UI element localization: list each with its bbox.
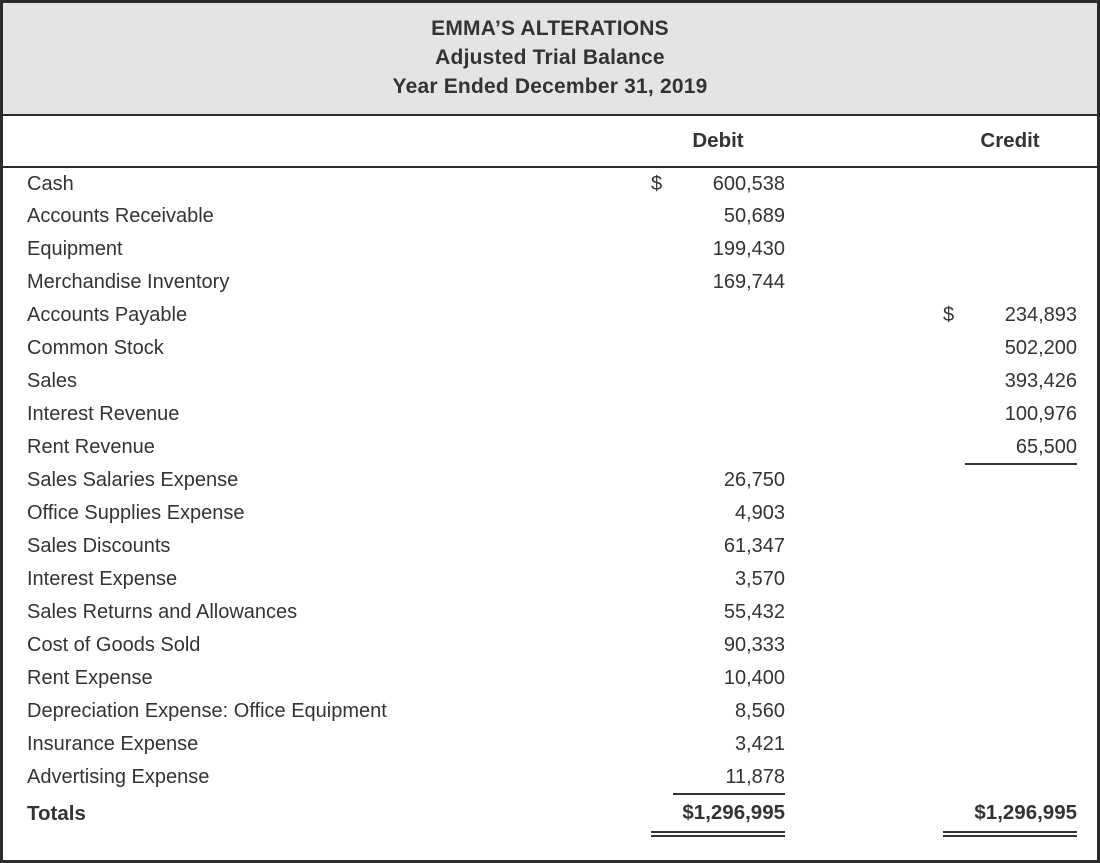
trial-balance-table (3, 116, 1097, 846)
table-row (3, 497, 1097, 530)
column-gap (785, 629, 943, 662)
debit-amount (673, 365, 785, 398)
totals-credit-amount: $1,296,995 (943, 794, 1077, 834)
debit-currency-symbol (651, 332, 673, 365)
credit-amount: 502,200 (1004, 337, 1078, 359)
column-gap (785, 563, 943, 596)
debit-currency-symbol (651, 728, 673, 761)
table-row (3, 761, 1097, 794)
right-padding (1077, 794, 1097, 834)
table-row (3, 233, 1097, 266)
credit-currency-symbol (943, 662, 965, 695)
table-row (3, 200, 1097, 233)
credit-amount (965, 761, 1077, 794)
bottom-spacer (3, 834, 1097, 846)
credit-currency-symbol: $ (943, 304, 955, 326)
debit-currency-symbol (651, 266, 673, 299)
credit-currency-symbol (943, 497, 965, 530)
debit-amount: 199,430 (712, 238, 785, 260)
column-gap (785, 695, 943, 728)
report-period: Year Ended December 31, 2019 (392, 75, 708, 98)
account-name: Rent Expense (27, 667, 153, 689)
column-gap (785, 530, 943, 563)
table-row (3, 332, 1097, 365)
totals-row (3, 794, 1097, 834)
debit-amount: 61,347 (723, 535, 785, 557)
account-name: Sales Salaries Expense (27, 469, 239, 491)
column-gap (785, 167, 943, 200)
account-name: Merchandise Inventory (27, 271, 230, 293)
credit-currency-symbol (943, 464, 965, 497)
credit-currency-symbol (943, 266, 965, 299)
column-gap (785, 596, 943, 629)
account-name: Common Stock (27, 337, 164, 359)
table-row (3, 629, 1097, 662)
account-name: Equipment (27, 238, 123, 260)
table-row (3, 530, 1097, 563)
credit-currency-symbol (943, 200, 965, 233)
totals-label: Totals (27, 802, 86, 825)
account-name: Cash (27, 172, 74, 195)
credit-amount (965, 596, 1077, 629)
right-padding (1077, 365, 1097, 398)
account-name: Insurance Expense (27, 733, 199, 755)
debit-currency-symbol (651, 596, 673, 629)
credit-amount (965, 464, 1077, 497)
credit-currency-symbol (943, 728, 965, 761)
credit-amount (965, 497, 1077, 530)
debit-amount: 90,333 (723, 634, 785, 656)
credit-amount (965, 266, 1077, 299)
debit-currency-symbol (651, 497, 673, 530)
right-padding (1077, 431, 1097, 464)
table-row (3, 398, 1097, 431)
credit-amount: 65,500 (965, 431, 1077, 464)
right-padding (1077, 497, 1097, 530)
debit-amount (673, 431, 785, 464)
credit-currency-symbol (943, 167, 965, 200)
account-name: Accounts Payable (27, 304, 188, 326)
credit-currency-symbol (943, 596, 965, 629)
credit-column-header: Credit (943, 116, 1077, 167)
credit-amount (965, 167, 1077, 200)
credit-amount (965, 728, 1077, 761)
debit-amount (673, 398, 785, 431)
credit-amount (965, 233, 1077, 266)
credit-amount (965, 629, 1077, 662)
debit-amount: 169,744 (712, 271, 785, 293)
table-row (3, 662, 1097, 695)
column-gap (785, 662, 943, 695)
table-row (3, 695, 1097, 728)
debit-currency-symbol (651, 431, 673, 464)
account-name: Interest Revenue (27, 403, 180, 425)
table-row (3, 563, 1097, 596)
table-row (3, 464, 1097, 497)
account-name: Accounts Receivable (27, 205, 214, 227)
right-padding (1077, 761, 1097, 794)
debit-currency-symbol (651, 695, 673, 728)
account-name: Depreciation Expense: Office Equipment (27, 700, 387, 722)
credit-amount (965, 695, 1077, 728)
right-padding (1077, 596, 1097, 629)
report-title: Adjusted Trial Balance (435, 46, 665, 69)
right-padding (1077, 530, 1097, 563)
debit-currency-symbol (651, 563, 673, 596)
account-name: Interest Expense (27, 568, 178, 590)
account-column-header (3, 116, 651, 167)
debit-amount (673, 332, 785, 365)
credit-currency-symbol (943, 431, 965, 464)
credit-currency-symbol (943, 695, 965, 728)
credit-amount (965, 530, 1077, 563)
column-gap (785, 464, 943, 497)
debit-amount: 11,878 (673, 761, 785, 794)
table-row (3, 266, 1097, 299)
column-gap (785, 398, 943, 431)
right-padding (1077, 563, 1097, 596)
debit-amount: 8,560 (734, 700, 785, 722)
debit-amount (673, 299, 785, 332)
right-padding (1077, 332, 1097, 365)
right-padding (1077, 398, 1097, 431)
column-header-row (3, 116, 1097, 167)
right-padding (1077, 167, 1097, 200)
column-gap (785, 497, 943, 530)
totals-debit-amount: $1,296,995 (651, 794, 785, 834)
debit-amount: 3,570 (734, 568, 785, 590)
credit-amount: 393,426 (1004, 370, 1078, 392)
credit-amount: 100,976 (1004, 403, 1078, 425)
right-padding (1077, 695, 1097, 728)
table-row (3, 596, 1097, 629)
debit-currency-symbol (651, 629, 673, 662)
column-gap (785, 365, 943, 398)
table-row (3, 299, 1097, 332)
column-gap (785, 794, 943, 834)
debit-column-header: Debit (651, 116, 785, 167)
debit-amount: 50,689 (723, 205, 785, 227)
right-padding (1077, 299, 1097, 332)
column-gap (785, 266, 943, 299)
table-row (3, 365, 1097, 398)
debit-amount: 3,421 (734, 733, 785, 755)
credit-currency-symbol (943, 761, 965, 794)
column-gap (785, 728, 943, 761)
column-gap (785, 431, 943, 464)
right-padding (1077, 266, 1097, 299)
table-row (3, 728, 1097, 761)
account-name: Advertising Expense (27, 766, 210, 788)
credit-currency-symbol (943, 233, 965, 266)
debit-currency-symbol (651, 365, 673, 398)
debit-amount: 10,400 (723, 667, 785, 689)
debit-amount: 55,432 (723, 601, 785, 623)
account-name: Rent Revenue (27, 436, 155, 458)
column-gap (785, 233, 943, 266)
right-padding (1077, 200, 1097, 233)
credit-amount: 234,893 (1004, 304, 1078, 326)
table-row (3, 167, 1097, 200)
account-name: Cost of Goods Sold (27, 634, 201, 656)
credit-currency-symbol (943, 365, 965, 398)
right-padding (1077, 233, 1097, 266)
debit-amount: 26,750 (723, 469, 785, 491)
credit-currency-symbol (943, 563, 965, 596)
column-gap (785, 332, 943, 365)
column-gap (785, 299, 943, 332)
debit-currency-symbol (651, 464, 673, 497)
right-padding (1077, 629, 1097, 662)
right-padding (1077, 728, 1097, 761)
debit-amount: 4,903 (734, 502, 785, 524)
credit-currency-symbol (943, 332, 965, 365)
debit-currency-symbol (651, 200, 673, 233)
debit-currency-symbol (651, 761, 673, 794)
report-header (3, 3, 1097, 116)
debit-amount: 600,538 (712, 172, 785, 195)
table-row (3, 431, 1097, 464)
credit-currency-symbol (943, 398, 965, 431)
account-rows (3, 167, 1097, 846)
credit-currency-symbol (943, 530, 965, 563)
credit-amount (965, 563, 1077, 596)
column-gap (785, 761, 943, 794)
debit-currency-symbol (651, 662, 673, 695)
debit-currency-symbol (651, 233, 673, 266)
credit-amount (965, 200, 1077, 233)
account-name: Sales (27, 370, 78, 392)
credit-currency-symbol (943, 629, 965, 662)
debit-currency-symbol (651, 299, 673, 332)
account-name: Sales Discounts (27, 535, 171, 557)
column-gap (785, 200, 943, 233)
right-padding (1077, 662, 1097, 695)
debit-currency-symbol (651, 398, 673, 431)
debit-currency-symbol: $ (651, 172, 663, 195)
right-padding (1077, 116, 1097, 167)
account-name: Office Supplies Expense (27, 502, 245, 524)
debit-currency-symbol (651, 530, 673, 563)
column-gap (785, 116, 943, 167)
account-name: Sales Returns and Allowances (27, 601, 298, 623)
company-name: EMMA’S ALTERATIONS (431, 17, 669, 40)
right-padding (1077, 464, 1097, 497)
credit-amount (965, 662, 1077, 695)
